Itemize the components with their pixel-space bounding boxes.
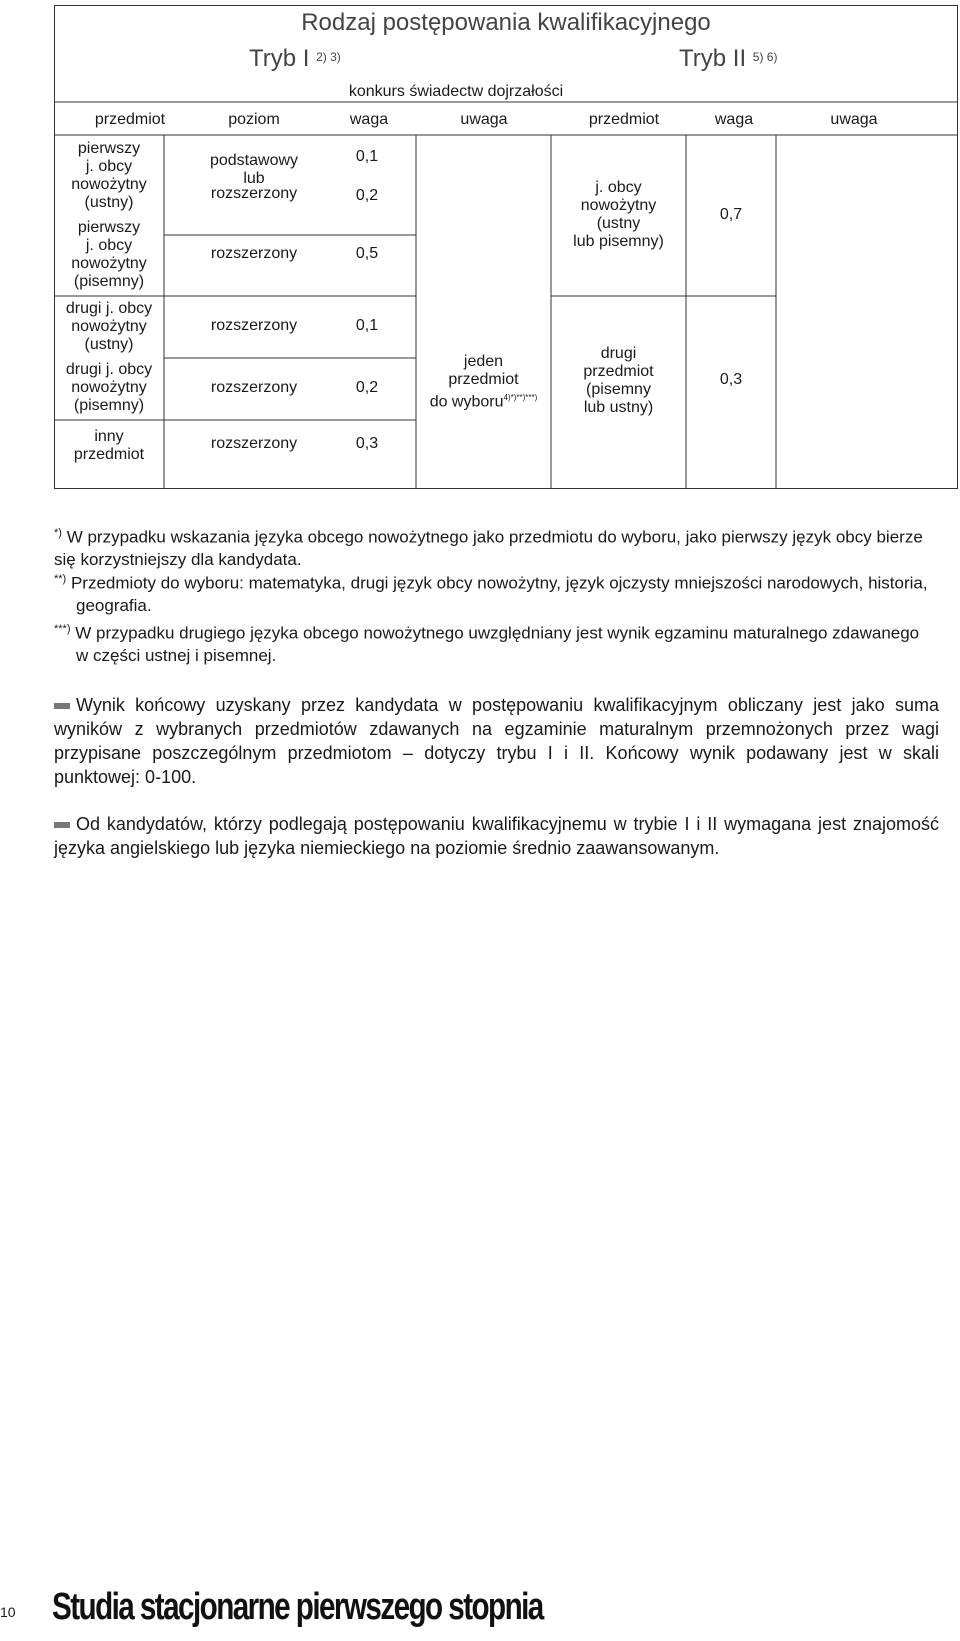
bullet-dash-icon [54, 822, 70, 828]
footer-title: Studia stacjonarne pierwszego stopnia [52, 1586, 543, 1628]
header-przedmiot-2: przedmiot [588, 111, 660, 128]
header-poziom: poziom [228, 111, 280, 128]
header-waga-1: waga [349, 111, 389, 128]
cell-waga-2: 0,7 [719, 206, 743, 223]
cell-waga: 0,2 [355, 379, 379, 396]
cell-poziom: rozszerzony [210, 317, 298, 334]
tryb-2-header: Tryb II $^{5) 6)}$ [679, 45, 778, 72]
cell-waga: 0,2 [355, 187, 379, 204]
cell-przedmiot-2: j. obcy nowożytny (ustny lub pisemny) [573, 179, 664, 250]
paragraph-jezyk: Od kandydatów, którzy podlegają postępowaniu kwalifikacyjnemu w trybie I i II wymagana jest znajomość języka angielskiego lub języka niemieckiego na poziomie średnio zaawansowanym. [54, 814, 939, 858]
cell-waga: 0,5 [355, 245, 379, 262]
cell-przedmiot: drugi j. obcy nowożytny (pisemny) [65, 361, 153, 414]
konkurs-label: konkurs świadectw dojrzałości [348, 83, 564, 100]
cell-waga-2: 0,3 [719, 371, 743, 388]
cell-przedmiot: pierwszy j. obcy nowożytny (pisemny) [71, 219, 147, 290]
header-przedmiot-1: przedmiot [94, 111, 166, 128]
paragraph-wynik: Wynik końcowy uzyskany przez kandydata w postępowaniu kwalifikacyjnym obliczany jest jako suma wyników z wybranych przedmiotów zdawanych na egzaminie maturalnym przemnożonych przez wagi przypisane poszczególnym przedmiotom – dotyczy trybu I i II. Końcowy wynik podawany jest w skali punktowej: 0-100. [54, 695, 939, 787]
page-number: 10 [0, 1604, 16, 1620]
cell-przedmiot: drugi j. obcy nowożytny (ustny) [65, 300, 153, 353]
cell-poziom: rozszerzony [210, 185, 298, 202]
cell-waga: 0,1 [355, 317, 379, 334]
cell-poziom: rozszerzony [210, 435, 298, 452]
admission-table [54, 5, 958, 489]
cell-przedmiot: pierwszy j. obcy nowożytny (ustny) [71, 140, 147, 211]
cell-waga: 0,1 [355, 148, 379, 165]
header-uwaga-2: uwaga [830, 111, 878, 128]
footnote-3: ***) W przypadku drugiego języka obcego nowożytnego uwzględniany jest wynik egzaminu maturalnego zdawanego w części ustnej i pisemnej. [54, 623, 920, 665]
tryb-1-header: Tryb I $^{2) 3)}$ [249, 45, 341, 72]
cell-poziom: rozszerzony [210, 245, 298, 262]
cell-poziom: rozszerzony [210, 379, 298, 396]
table-grid [54, 5, 958, 489]
header-waga-2: waga [714, 111, 754, 128]
footnote-1: *) W przypadku wskazania języka obcego nowożytnego jako przedmiotu do wyboru, jako pierwszy język obcy bierze się korzystniejszy dla kandydata. [54, 527, 923, 569]
table-title: Rodzaj postępowania kwalifikacyjnego [301, 9, 711, 36]
header-uwaga-1: uwaga [460, 111, 508, 128]
cell-przedmiot: inny przedmiot [73, 428, 145, 463]
cell-poziom: podstawowy lub [209, 152, 299, 187]
bullet-dash-icon [54, 703, 70, 709]
cell-uwaga: jeden przedmiot do wyboru$^{4)*)**)***)}$ [429, 353, 538, 411]
cell-przedmiot-2: drugi przedmiot (pisemny lub ustny) [583, 345, 654, 416]
cell-waga: 0,3 [355, 435, 379, 452]
footnote-2: **) Przedmioty do wyboru: matematyka, drugi język obcy nowożytny, język ojczysty mniejszości narodowych, historia, geografia. [54, 573, 928, 615]
